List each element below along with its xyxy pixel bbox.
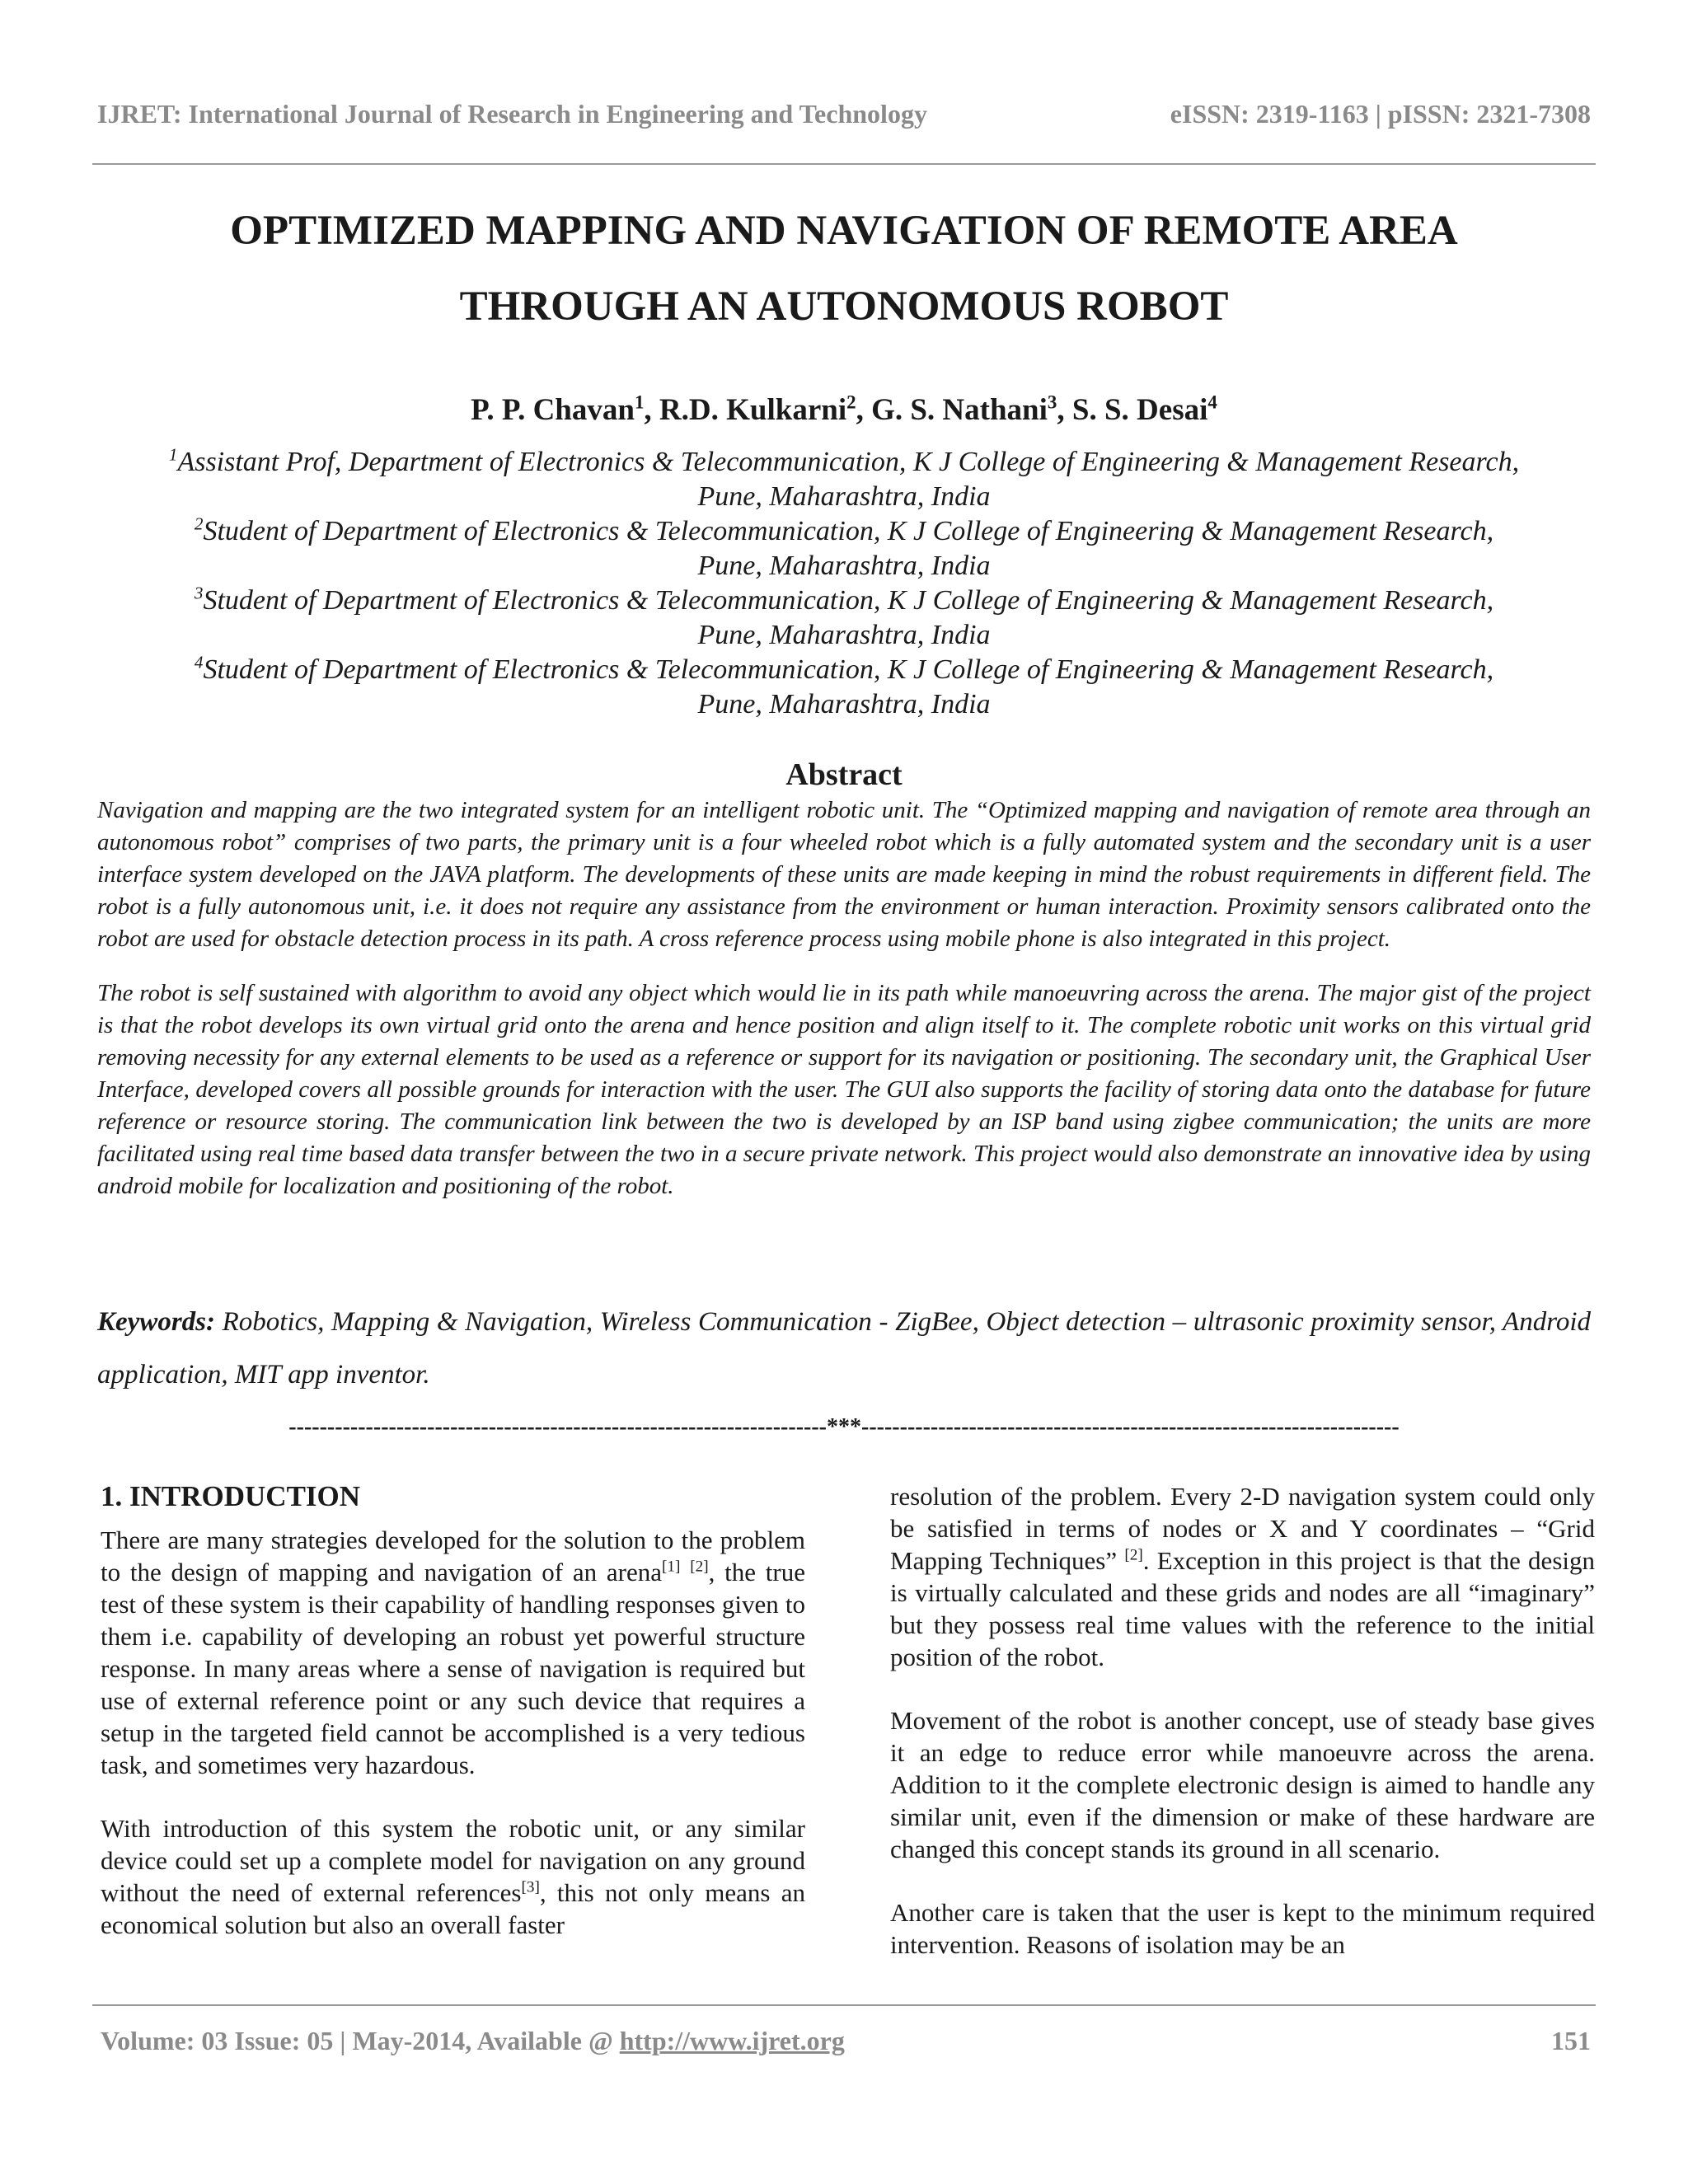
- author-list: [97, 392, 1591, 428]
- author: G. S. Nathani$^3$,: [871, 391, 1072, 427]
- author: S. S. Desai$^4$: [1071, 391, 1217, 427]
- page-number: 151: [1551, 2026, 1591, 2055]
- body-paragraph: With introduction of this system the robotic unit, or any similar device could set up a complete model for navigation on any ground without the need of external references[3], this not only means an economical solution but also an overall faster: [101, 1814, 805, 1939]
- author: P. P. Chavan$^1$,: [471, 391, 659, 427]
- body-paragraph: Another care is taken that the user is kept to the minimum required intervention. Reasons of isolation may be an: [890, 1898, 1595, 1959]
- right-column: [890, 1480, 1595, 1992]
- affiliation-list: [97, 445, 1591, 722]
- keywords: [97, 1296, 1591, 1401]
- keywords-label: Keywords:: [97, 1307, 215, 1337]
- citation: [3]: [521, 1878, 540, 1896]
- title-line-2: THROUGH AN AUTONOMOUS ROBOT: [459, 284, 1229, 330]
- footer-volume: Volume: 03 Issue: 05 | May-2014, Available @ http://www.ijret.org: [101, 2026, 845, 2055]
- abstract-body: [97, 794, 1591, 1225]
- body-paragraph: resolution of the problem. Every 2-D navigation system could only be satisfied in terms of nodes or X and Y coordinates – “Grid Mapping Techniques” [2]. Exception in this project is that the design is virtually calculated and these grids and nodes are all “imaginary” but they possess real time values with the reference to the initial position of the robot.: [890, 1482, 1595, 1671]
- paper-title: [97, 193, 1591, 344]
- citation: [2]: [1124, 1546, 1143, 1564]
- left-column: [101, 1480, 805, 1972]
- affiliation: $^2$Student of Department of Electronics & Telecommunication, K J College of Engineering & Management Research, Pune, Maharashtra, India: [194, 513, 1494, 581]
- body-paragraph: Movement of the robot is another concept, use of steady base gives it an edge to reduce error while manoeuvre across the arena. Addition to it the complete electronic design is aimed to handle any similar unit, even if the dimension or make of these hardware are changed this concept stands its ground in all scenario.: [890, 1706, 1595, 1863]
- title-line-1: OPTIMIZED MAPPING AND NAVIGATION OF REMOTE AREA: [230, 208, 1458, 254]
- affiliation: $^1$Assistant Prof, Department of Electronics & Telecommunication, K J College of Engineering & Management Research, Pune, Maharashtra, India: [168, 444, 1520, 512]
- journal-header: IJRET: International Journal of Research in Engineering and Technology: [97, 99, 927, 129]
- footer-rule: [92, 2004, 1596, 2006]
- affiliation: $^3$Student of Department of Electronics & Telecommunication, K J College of Engineering & Management Research, Pune, Maharashtra, India: [194, 583, 1494, 650]
- author: R.D. Kulkarni$^2$,: [659, 391, 872, 427]
- abstract-heading: Abstract: [785, 757, 903, 792]
- keywords-text: Robotics, Mapping & Navigation, Wireless Communication - ZigBee, Object detection – ultrasonic proximity sensor, Android application, MIT app inventor.: [97, 1307, 1591, 1390]
- abstract-paragraph: The robot is self sustained with algorithm to avoid any object which would lie in its path while manoeuvring across the arena. The major gist of the project is that the robot develops its own virtual grid onto the arena and hence position and align itself to it. The complete robotic unit works on this virtual grid removing necessity for any external elements to be used as a reference or support for its navigation or positioning. The secondary unit, the Graphical User Interface, developed covers all possible grounds for interaction with the user. The GUI also supports the facility of storing data onto the database for future reference or resource storing. The communication link between the two is developed by an ISP band using zigbee communication; the units are more facilitated using real time based data transfer between the two in a secure private network. This project would also demonstrate an innovative idea by using android mobile for localization and positioning of the robot.: [97, 980, 1591, 1199]
- abstract-paragraph: Navigation and mapping are the two integrated system for an intelligent robotic unit. The “Optimized mapping and navigation of remote area through an autonomous robot” comprises of two parts, the primary unit is a four wheeled robot which is a fully automated system and the secondary unit is a user interface system developed on the JAVA platform. The developments of these units are made keeping in mind the robust requirements in different field. The robot is a fully autonomous unit, i.e. it does not require any assistance from the environment or human interaction. Proximity sensors calibrated onto the robot are used for obstacle detection process in its path. A cross reference process using mobile phone is also integrated in this project.: [97, 797, 1591, 952]
- section-heading: 1. INTRODUCTION: [101, 1480, 361, 1512]
- affiliation: $^4$Student of Department of Electronics & Telecommunication, K J College of Engineering & Management Research, Pune, Maharashtra, India: [194, 652, 1494, 719]
- journal-link[interactable]: http://www.ijret.org: [619, 2026, 845, 2055]
- body-paragraph: There are many strategies developed for the solution to the problem to the design of mapping and navigation of an arena[1] [2], the true test of these system is their capability of handling responses given to them i.e. capability of developing an robust yet powerful structure response. In many areas where a sense of navigation is required but use of external reference point or any such device that requires a setup in the targeted field cannot be accomplished is a very tedious task, and sometimes very hazardous.: [101, 1526, 805, 1779]
- issn-header: eISSN: 2319-1163 | pISSN: 2321-7308: [1170, 99, 1591, 129]
- header-rule: [92, 163, 1596, 165]
- citation: [2]: [690, 1558, 709, 1576]
- section-separator: ----------------------------------------------------------------------***----------------------------------------------------------------------: [288, 1414, 1400, 1440]
- citation: [1]: [662, 1558, 681, 1576]
